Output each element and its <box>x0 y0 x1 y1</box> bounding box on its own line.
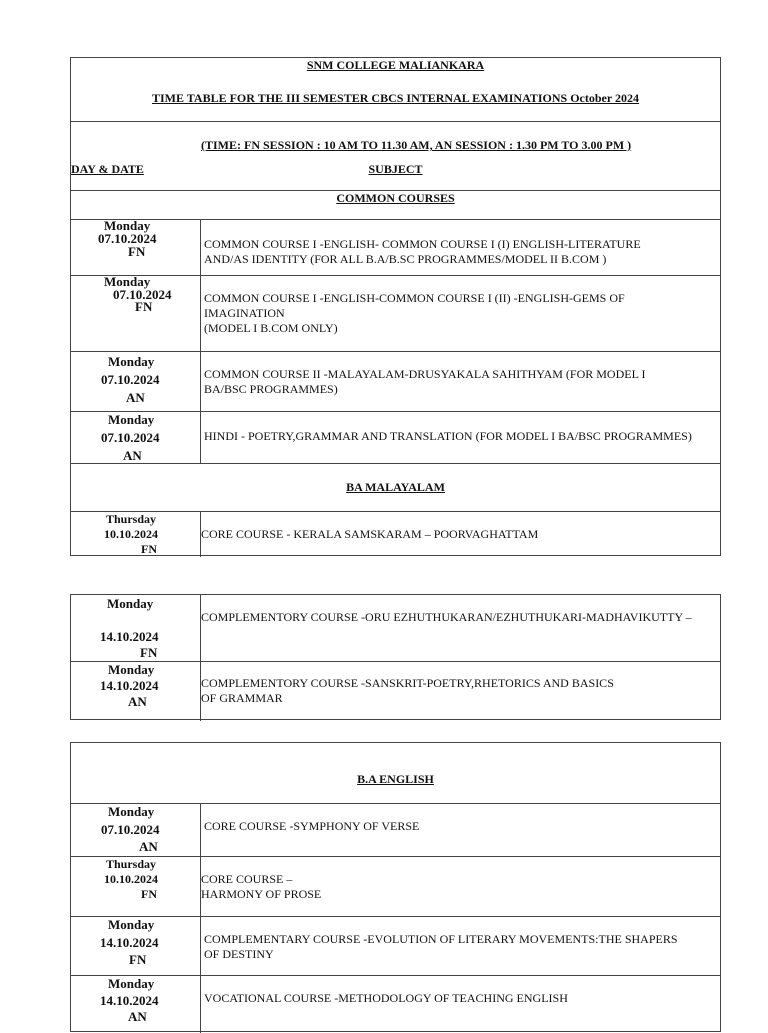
col-day-header: DAY & DATE <box>71 162 144 176</box>
session: AN <box>139 839 158 854</box>
date: 14.10.2024 <box>100 678 159 693</box>
table-row <box>71 803 720 856</box>
subject-cell <box>204 429 718 444</box>
section-ba-malayalam-row <box>71 463 720 511</box>
subject-line: COMMON COURSE II -MALAYALAM-DRUSYAKALA SAHITHYAM (FOR MODEL I <box>204 367 646 381</box>
table-row <box>71 595 720 661</box>
table-row <box>71 975 720 1033</box>
date-cell <box>71 352 201 411</box>
day: Monday <box>108 354 155 369</box>
date: 07.10.2024 <box>101 822 160 837</box>
day: Monday <box>108 917 155 932</box>
subject-line: COMPLEMENTORY COURSE -ORU EZHUTHUKARAN/EZHUTHUKARI-MADHAVIKUTTY – <box>201 610 692 624</box>
date: 07.10.2024 <box>98 231 157 246</box>
subject-cell <box>204 291 718 336</box>
date-cell <box>71 512 201 557</box>
date: 14.10.2024 <box>100 993 159 1008</box>
section-common-row <box>71 190 720 219</box>
subject-line: OF DESTINY <box>204 947 274 961</box>
session: AN <box>123 448 142 463</box>
page-title: TIME TABLE FOR THE III SEMESTER CBCS INTERNAL EXAMINATIONS October 2024 <box>152 91 639 105</box>
date-cell <box>71 662 201 721</box>
table-row <box>71 275 720 351</box>
section-common: COMMON COURSES <box>336 191 455 205</box>
subject-cell <box>201 527 718 542</box>
table-row <box>71 856 720 916</box>
day: Monday <box>104 274 151 289</box>
subject-line: COMPLEMENTARY COURSE -EVOLUTION OF LITERARY MOVEMENTS:THE SHAPERS <box>204 932 678 946</box>
section-ba-malayalam: BA MALAYALAM <box>346 480 445 494</box>
session: AN <box>128 1009 147 1024</box>
section-ba-english: B.A ENGLISH <box>357 772 434 786</box>
subject-cell <box>201 676 718 706</box>
session: AN <box>128 694 147 709</box>
session: FN <box>141 542 157 556</box>
table-row <box>71 511 720 557</box>
subject-line: IMAGINATION <box>204 306 285 320</box>
date-cell <box>71 857 201 916</box>
day: Monday <box>104 218 151 233</box>
date: 10.10.2024 <box>104 872 158 886</box>
subject-cell <box>201 872 718 902</box>
date-cell <box>71 276 201 351</box>
subject-line: COMPLEMENTORY COURSE -SANSKRIT-POETRY,RHETORICS AND BASICS <box>201 676 614 690</box>
timetable-continued <box>70 594 721 720</box>
subject-cell <box>204 237 718 267</box>
section-ba-english-row <box>71 743 720 803</box>
subject-line: CORE COURSE - KERALA SAMSKARAM – POORVAGHATTAM <box>201 527 539 541</box>
session: FN <box>128 244 146 259</box>
subject-line: HARMONY OF PROSE <box>201 887 322 901</box>
time-note: (TIME: FN SESSION : 10 AM TO 11.30 AM, AN SESSION : 1.30 PM TO 3.00 PM ) <box>201 138 632 152</box>
timetable-main <box>70 57 721 556</box>
day: Monday <box>108 662 155 677</box>
session: AN <box>126 390 145 405</box>
subject-line: (MODEL I B.COM ONLY) <box>204 321 338 335</box>
subject-line: HINDI - POETRY,GRAMMAR AND TRANSLATION (FOR MODEL I BA/BSC PROGRAMMES) <box>204 429 692 443</box>
session: FN <box>141 887 157 901</box>
table-row <box>71 916 720 975</box>
day: Monday <box>108 804 155 819</box>
subject-line: COMMON COURSE I -ENGLISH-COMMON COURSE I (II) -ENGLISH-GEMS OF <box>204 291 625 305</box>
session: FN <box>129 952 147 967</box>
date: 07.10.2024 <box>101 372 160 387</box>
table-row <box>71 661 720 721</box>
time-note-row <box>71 121 720 176</box>
date-cell <box>71 412 201 463</box>
date-cell <box>71 595 201 661</box>
subject-cell <box>201 610 718 625</box>
date: 14.10.2024 <box>100 629 159 644</box>
date: 14.10.2024 <box>100 935 159 950</box>
college-name: SNM COLLEGE MALIANKARA <box>306 58 485 72</box>
day: Monday <box>108 976 155 991</box>
day: Monday <box>107 596 154 611</box>
subject-line: CORE COURSE -SYMPHONY OF VERSE <box>204 819 420 833</box>
date-cell <box>71 804 201 856</box>
subject-line: BA/BSC PROGRAMMES) <box>204 382 338 396</box>
subject-cell <box>204 932 718 962</box>
timetable-ba-english <box>70 742 721 1032</box>
col-subject-header: SUBJECT <box>368 162 423 176</box>
subject-line: CORE COURSE – <box>201 872 293 886</box>
date: 07.10.2024 <box>101 430 160 445</box>
table-row <box>71 219 720 275</box>
day: Monday <box>108 412 155 427</box>
date: 07.10.2024 <box>113 287 172 302</box>
session: FN <box>135 299 153 314</box>
session: FN <box>140 645 158 660</box>
date-cell <box>71 976 201 1033</box>
date-cell <box>71 220 201 275</box>
table-row <box>71 411 720 463</box>
day: Thursday <box>106 512 157 526</box>
day: Thursday <box>106 857 157 871</box>
subject-cell <box>204 819 718 834</box>
subject-line: AND/AS IDENTITY (FOR ALL B.A/B.SC PROGRAMMES/MODEL II B.COM ) <box>204 252 607 266</box>
subject-cell <box>204 367 718 397</box>
table-row <box>71 351 720 411</box>
subject-line: VOCATIONAL COURSE -METHODOLOGY OF TEACHING ENGLISH <box>204 991 568 1005</box>
date-cell <box>71 917 201 975</box>
date: 10.10.2024 <box>104 527 158 541</box>
subject-line: COMMON COURSE I -ENGLISH- COMMON COURSE I (I) ENGLISH-LITERATURE <box>204 237 641 251</box>
subject-line: OF GRAMMAR <box>201 691 283 705</box>
subject-cell <box>204 991 718 1006</box>
